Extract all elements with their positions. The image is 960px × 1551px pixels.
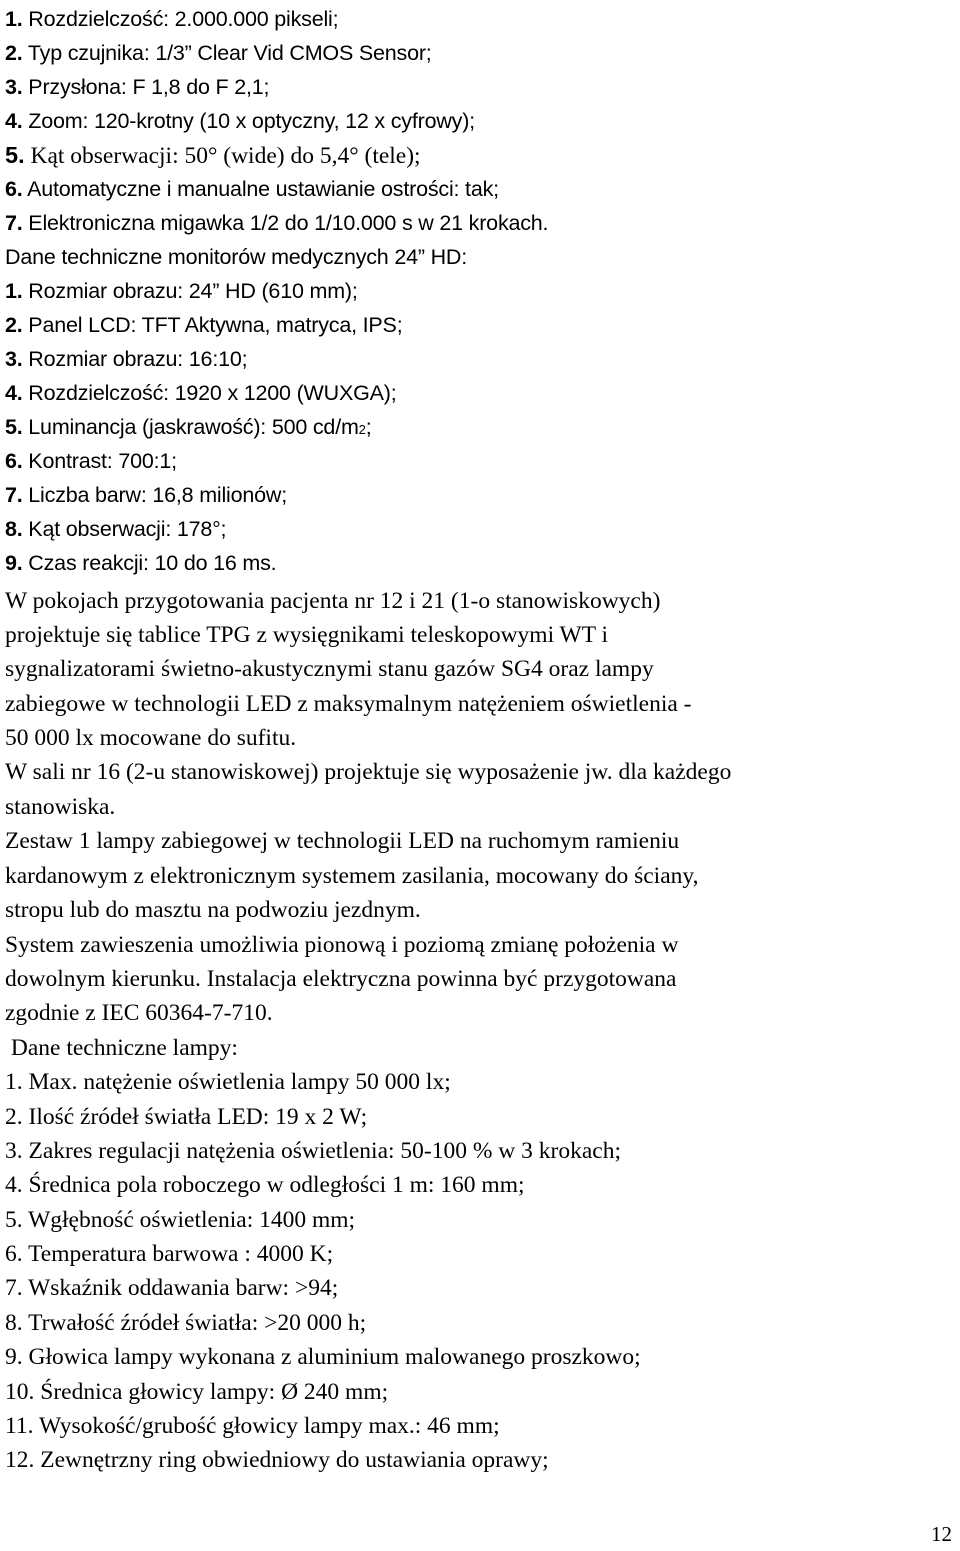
unit-subscript: 2: [358, 422, 366, 437]
paragraph-line: stropu lub do masztu na podwoziu jezdnym.: [5, 897, 421, 923]
item-text: Kontrast: 700:1;: [22, 449, 177, 473]
item-number: 7.: [5, 211, 23, 235]
item-text: Rozmiar obrazu: 16:10;: [22, 347, 248, 371]
paragraph-line: System zawieszenia umożliwia pionową i poziomą zmianę położenia w: [5, 932, 679, 958]
lamp-heading: Dane techniczne lampy:: [5, 1035, 238, 1061]
item-text: Elektroniczna migawka 1/2 do 1/10.000 s w 21 krokach.: [22, 211, 549, 235]
camera-spec-item: [5, 3, 338, 35]
item-number: 4.: [5, 381, 23, 405]
item-number: 5.: [5, 415, 23, 439]
paragraph-line: kardanowym z elektronicznym systemem zasilania, mocowany do ściany,: [5, 863, 699, 889]
paragraph-line: zabiegowe w technologii LED z maksymalnym natężeniem oświetlenia -: [5, 691, 692, 717]
lamp-spec-item: 3. Zakres regulacji natężenia oświetlenia: 50-100 % w 3 krokach;: [5, 1138, 621, 1164]
item-text: Liczba barw: 16,8 milionów;: [22, 483, 288, 507]
item-number: 3.: [5, 347, 23, 371]
item-number: 4.: [5, 109, 23, 133]
item-number: 3.: [5, 75, 23, 99]
paragraph-line: Zestaw 1 lampy zabiegowej w technologii LED na ruchomym ramieniu: [5, 828, 680, 854]
lamp-spec-item: 4. Średnica pola roboczego w odległości 1 m: 160 mm;: [5, 1172, 525, 1198]
item-number: 2.: [5, 313, 23, 337]
item-number: 5.: [5, 142, 25, 168]
item-number: 1.: [5, 7, 23, 31]
camera-spec-item: [5, 37, 432, 69]
item-number: 9.: [5, 551, 23, 575]
camera-spec-item: [5, 105, 475, 137]
item-text: Kąt obserwacji: 50° (wide) do 5,4° (tele);: [24, 143, 421, 169]
monitor-spec-item: [5, 275, 358, 307]
monitor-spec-item: [5, 309, 402, 341]
lamp-spec-item: 12. Zewnętrzny ring obwiedniowy do ustawiania oprawy;: [5, 1447, 549, 1473]
monitor-spec-item: [5, 411, 371, 446]
item-text: Rozmiar obrazu: 24” HD (610 mm);: [22, 279, 358, 303]
paragraph-line: W pokojach przygotowania pacjenta nr 12 i 21 (1-o stanowiskowych): [5, 588, 661, 614]
lamp-spec-item: 7. Wskaźnik oddawania barw: >94;: [5, 1275, 339, 1301]
lamp-spec-item: 9. Głowica lampy wykonana z aluminium malowanego proszkowo;: [5, 1344, 641, 1370]
lamp-spec-item: 8. Trwałość źródeł światła: >20 000 h;: [5, 1310, 367, 1336]
item-text: Rozdzielczość: 1920 x 1200 (WUXGA);: [22, 381, 397, 405]
camera-spec-item: [5, 71, 269, 103]
monitor-spec-item: [5, 445, 177, 477]
camera-spec-item: [5, 207, 548, 239]
page-number: 12: [931, 1522, 952, 1546]
paragraph-line: zgodnie z IEC 60364-7-710.: [5, 1000, 273, 1026]
camera-spec-item: [5, 173, 499, 205]
item-text: Panel LCD: TFT Aktywna, matryca, IPS;: [22, 313, 403, 337]
item-number: 6.: [5, 449, 23, 473]
item-text: Typ czujnika: 1/3” Clear Vid CMOS Sensor;: [22, 41, 432, 65]
lamp-spec-item: 2. Ilość źródeł światła LED: 19 x 2 W;: [5, 1104, 368, 1130]
paragraph-line: W sali nr 16 (2-u stanowiskowej) projektuje się wyposażenie jw. dla każdego: [5, 759, 732, 785]
monitor-heading: Dane techniczne monitorów medycznych 24” HD:: [5, 245, 468, 269]
item-text: Automatyczne i manualne ustawianie ostrości: tak;: [22, 177, 499, 201]
paragraph-line: stanowiska.: [5, 794, 116, 820]
monitor-spec-item: [5, 479, 287, 511]
lamp-spec-item: 6. Temperatura barwowa : 4000 K;: [5, 1241, 334, 1267]
item-text: Przysłona: F 1,8 do F 2,1;: [22, 75, 270, 99]
lamp-spec-item: 10. Średnica głowicy lampy: Ø 240 mm;: [5, 1379, 389, 1405]
item-number: 1.: [5, 279, 23, 303]
camera-spec-item: [5, 139, 421, 172]
item-text-end: ;: [365, 415, 372, 439]
item-text: Luminancja (jaskrawość): 500 cd/m: [22, 415, 359, 439]
item-number: 2.: [5, 41, 23, 65]
item-number: 8.: [5, 517, 23, 541]
monitor-spec-item: [5, 343, 247, 375]
monitor-spec-item: [5, 547, 276, 579]
item-text: Czas reakcji: 10 do 16 ms.: [22, 551, 277, 575]
item-text: Zoom: 120-krotny (10 x optyczny, 12 x cyfrowy);: [22, 109, 475, 133]
paragraph-line: 50 000 lx mocowane do sufitu.: [5, 725, 297, 751]
item-text: Kąt obserwacji: 178°;: [22, 517, 227, 541]
lamp-spec-item: 1. Max. natężenie oświetlenia lampy 50 000 lx;: [5, 1069, 451, 1095]
paragraph-line: sygnalizatorami świetno-akustycznymi stanu gazów SG4 oraz lampy: [5, 656, 654, 682]
item-text: Rozdzielczość: 2.000.000 pikseli;: [22, 7, 339, 31]
monitor-spec-item: [5, 513, 226, 545]
monitor-spec-item: [5, 377, 397, 409]
paragraph-line: dowolnym kierunku. Instalacja elektryczna powinna być przygotowana: [5, 966, 677, 992]
lamp-spec-item: 5. Wgłębność oświetlenia: 1400 mm;: [5, 1207, 356, 1233]
item-number: 6.: [5, 177, 23, 201]
paragraph-line: projektuje się tablice TPG z wysięgnikami teleskopowymi WT i: [5, 622, 609, 648]
lamp-spec-item: 11. Wysokość/grubość głowicy lampy max.: 46 mm;: [5, 1413, 500, 1439]
item-number: 7.: [5, 483, 23, 507]
